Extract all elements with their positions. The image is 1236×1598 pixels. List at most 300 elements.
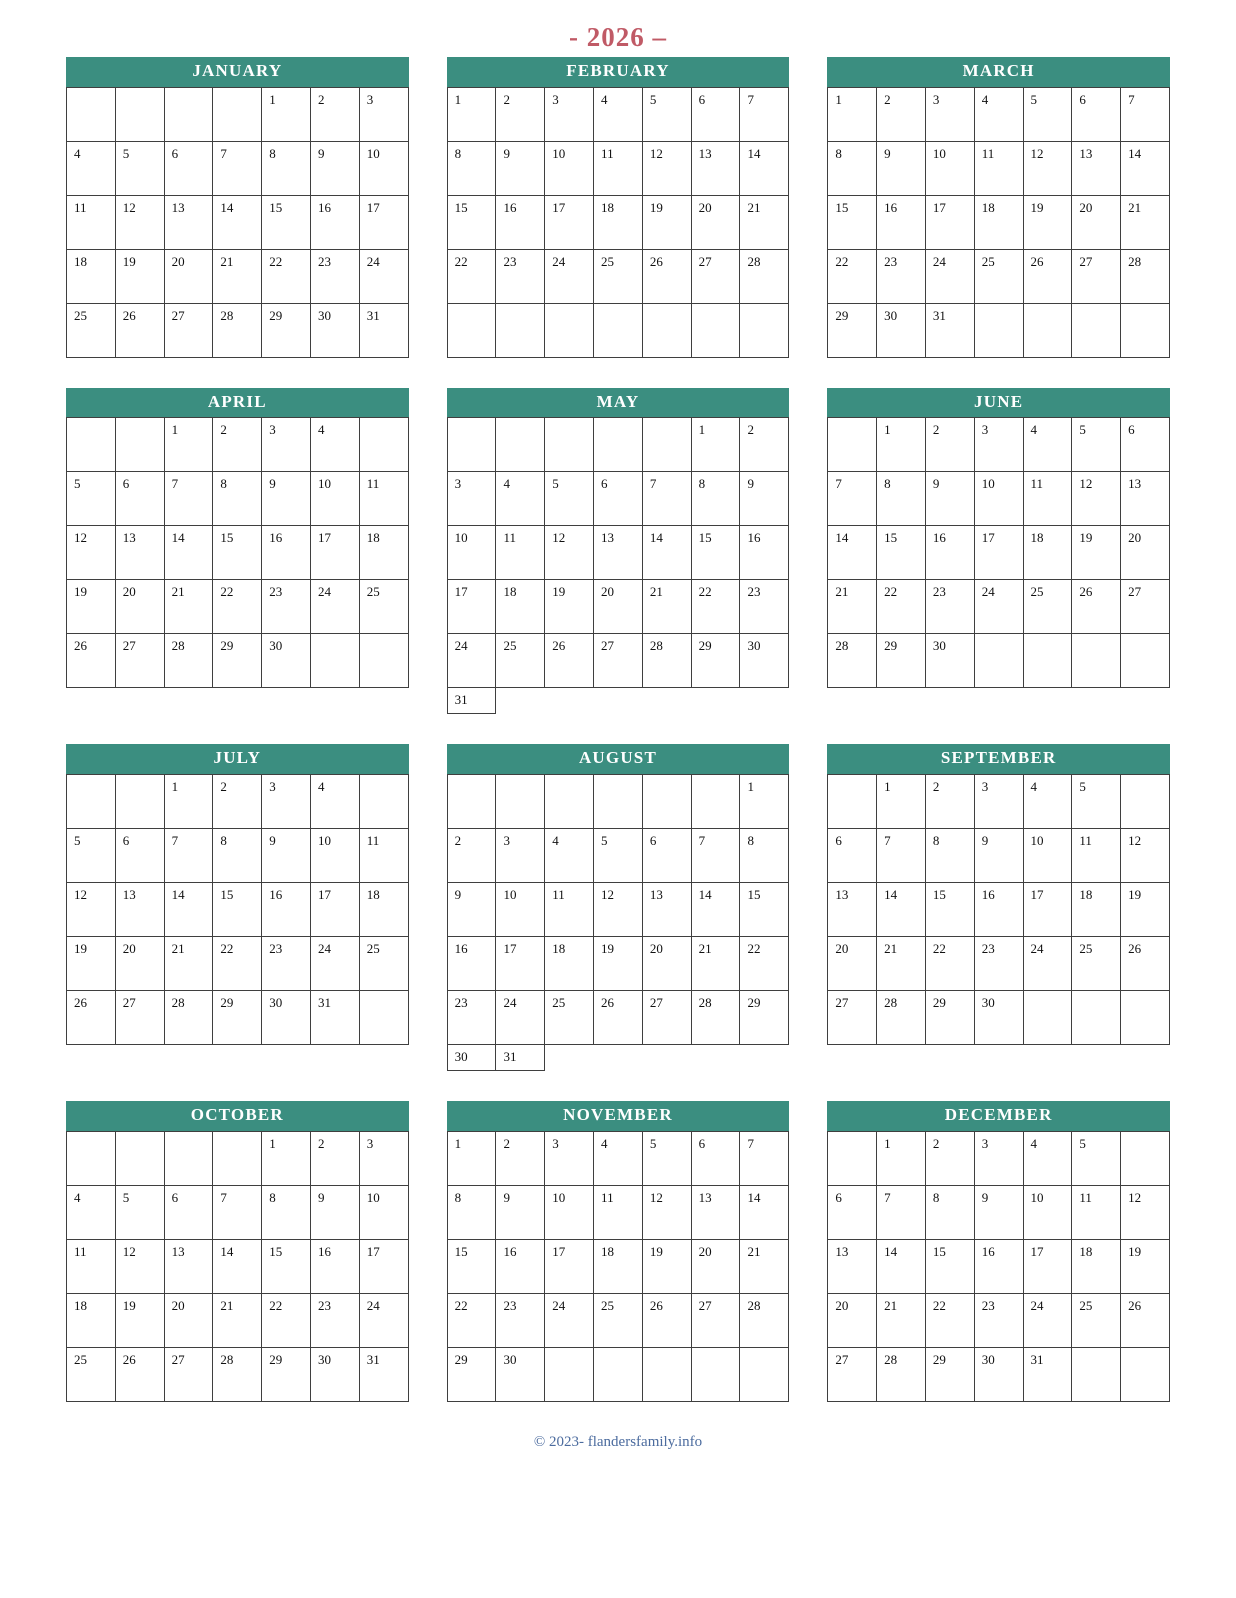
day-cell[interactable]	[359, 418, 408, 472]
day-cell[interactable]: 1	[877, 775, 926, 829]
day-cell[interactable]	[740, 303, 789, 357]
day-cell[interactable]	[115, 1131, 164, 1185]
day-cell[interactable]	[691, 1347, 740, 1401]
day-cell[interactable]: 20	[594, 580, 643, 634]
day-cell[interactable]: 6	[164, 1185, 213, 1239]
day-cell[interactable]	[213, 87, 262, 141]
day-cell[interactable]: 21	[740, 1239, 789, 1293]
day-cell[interactable]: 26	[115, 303, 164, 357]
day-cell[interactable]: 4	[310, 775, 359, 829]
day-cell[interactable]	[1121, 1131, 1170, 1185]
day-cell[interactable]: 25	[1072, 1293, 1121, 1347]
day-cell[interactable]: 7	[740, 87, 789, 141]
day-cell[interactable]: 5	[67, 472, 116, 526]
day-cell[interactable]: 10	[496, 883, 545, 937]
day-cell[interactable]: 12	[1121, 1185, 1170, 1239]
day-cell[interactable]: 25	[359, 580, 408, 634]
day-cell[interactable]	[496, 775, 545, 829]
day-cell[interactable]: 12	[1023, 141, 1072, 195]
day-cell[interactable]	[642, 1347, 691, 1401]
day-cell[interactable]: 11	[359, 472, 408, 526]
day-cell[interactable]: 20	[691, 1239, 740, 1293]
day-cell[interactable]	[496, 303, 545, 357]
day-cell[interactable]: 24	[925, 249, 974, 303]
day-cell[interactable]: 19	[1072, 526, 1121, 580]
day-cell[interactable]: 29	[447, 1347, 496, 1401]
day-cell[interactable]: 10	[310, 829, 359, 883]
day-cell[interactable]: 28	[642, 634, 691, 688]
day-cell[interactable]: 3	[974, 1131, 1023, 1185]
day-cell[interactable]: 27	[164, 1347, 213, 1401]
day-cell[interactable]: 30	[974, 1347, 1023, 1401]
day-cell[interactable]: 29	[262, 303, 311, 357]
day-cell[interactable]: 22	[213, 937, 262, 991]
day-cell[interactable]: 18	[1023, 526, 1072, 580]
day-cell[interactable]: 3	[359, 1131, 408, 1185]
day-cell[interactable]	[67, 775, 116, 829]
day-cell[interactable]: 25	[496, 634, 545, 688]
day-cell[interactable]	[1072, 303, 1121, 357]
day-cell[interactable]: 28	[740, 1293, 789, 1347]
day-cell[interactable]: 20	[1121, 526, 1170, 580]
day-cell[interactable]: 18	[496, 580, 545, 634]
day-cell[interactable]	[1023, 303, 1072, 357]
day-cell[interactable]: 21	[828, 580, 877, 634]
day-cell[interactable]: 18	[974, 195, 1023, 249]
day-cell[interactable]: 12	[642, 141, 691, 195]
day-cell[interactable]: 5	[642, 1131, 691, 1185]
day-cell[interactable]	[642, 775, 691, 829]
day-cell[interactable]: 21	[164, 580, 213, 634]
day-cell[interactable]: 28	[164, 991, 213, 1045]
day-cell[interactable]: 25	[594, 249, 643, 303]
day-cell[interactable]: 3	[262, 775, 311, 829]
day-cell[interactable]: 17	[496, 937, 545, 991]
day-cell[interactable]: 1	[262, 1131, 311, 1185]
day-cell[interactable]: 10	[974, 472, 1023, 526]
day-cell[interactable]: 26	[1121, 937, 1170, 991]
day-cell[interactable]: 13	[164, 1239, 213, 1293]
day-cell[interactable]: 11	[594, 141, 643, 195]
day-cell[interactable]: 1	[447, 1131, 496, 1185]
day-cell[interactable]: 17	[1023, 1239, 1072, 1293]
day-cell[interactable]: 2	[877, 87, 926, 141]
day-cell[interactable]: 6	[828, 829, 877, 883]
day-cell[interactable]: 27	[115, 991, 164, 1045]
day-cell[interactable]: 16	[262, 883, 311, 937]
day-cell[interactable]: 15	[925, 1239, 974, 1293]
day-cell[interactable]: 29	[877, 634, 926, 688]
day-cell[interactable]: 17	[359, 195, 408, 249]
day-cell[interactable]: 3	[447, 472, 496, 526]
day-cell[interactable]	[594, 418, 643, 472]
day-cell[interactable]: 29	[691, 634, 740, 688]
day-cell[interactable]: 11	[974, 141, 1023, 195]
day-cell[interactable]: 16	[496, 1239, 545, 1293]
day-cell[interactable]: 12	[67, 526, 116, 580]
day-cell[interactable]: 24	[1023, 937, 1072, 991]
day-cell[interactable]: 4	[594, 1131, 643, 1185]
day-cell[interactable]: 4	[1023, 418, 1072, 472]
day-cell[interactable]: 23	[310, 249, 359, 303]
day-cell[interactable]	[447, 418, 496, 472]
day-cell[interactable]: 1	[164, 418, 213, 472]
day-cell[interactable]: 20	[1072, 195, 1121, 249]
day-cell[interactable]: 7	[1121, 87, 1170, 141]
day-cell[interactable]: 15	[262, 1239, 311, 1293]
day-cell[interactable]: 26	[594, 991, 643, 1045]
day-cell[interactable]: 10	[545, 141, 594, 195]
day-cell[interactable]: 3	[974, 418, 1023, 472]
day-cell[interactable]: 8	[740, 829, 789, 883]
day-cell[interactable]: 16	[925, 526, 974, 580]
day-cell[interactable]: 6	[115, 472, 164, 526]
day-cell[interactable]: 25	[1072, 937, 1121, 991]
day-cell[interactable]: 1	[262, 87, 311, 141]
day-cell[interactable]: 7	[164, 472, 213, 526]
day-cell[interactable]: 22	[213, 580, 262, 634]
day-cell[interactable]: 24	[545, 249, 594, 303]
day-cell[interactable]: 30	[447, 1045, 496, 1071]
day-cell[interactable]: 21	[642, 580, 691, 634]
day-cell[interactable]: 16	[310, 195, 359, 249]
day-cell[interactable]: 4	[310, 418, 359, 472]
day-cell[interactable]: 16	[974, 1239, 1023, 1293]
day-cell[interactable]	[115, 87, 164, 141]
day-cell[interactable]: 29	[925, 991, 974, 1045]
day-cell[interactable]	[594, 303, 643, 357]
day-cell[interactable]	[496, 418, 545, 472]
day-cell[interactable]: 13	[691, 1185, 740, 1239]
day-cell[interactable]	[740, 1347, 789, 1401]
day-cell[interactable]: 21	[740, 195, 789, 249]
day-cell[interactable]: 11	[545, 883, 594, 937]
day-cell[interactable]: 26	[642, 249, 691, 303]
day-cell[interactable]: 18	[1072, 883, 1121, 937]
day-cell[interactable]: 17	[310, 883, 359, 937]
day-cell[interactable]: 13	[691, 141, 740, 195]
day-cell[interactable]: 3	[496, 829, 545, 883]
day-cell[interactable]: 26	[67, 991, 116, 1045]
day-cell[interactable]: 9	[262, 829, 311, 883]
day-cell[interactable]: 27	[642, 991, 691, 1045]
day-cell[interactable]: 9	[447, 883, 496, 937]
day-cell[interactable]: 28	[877, 1347, 926, 1401]
day-cell[interactable]: 24	[359, 1293, 408, 1347]
day-cell[interactable]: 2	[213, 418, 262, 472]
day-cell[interactable]: 28	[164, 634, 213, 688]
day-cell[interactable]: 18	[67, 1293, 116, 1347]
day-cell[interactable]: 22	[447, 249, 496, 303]
day-cell[interactable]: 25	[974, 249, 1023, 303]
day-cell[interactable]: 6	[115, 829, 164, 883]
day-cell[interactable]: 9	[974, 1185, 1023, 1239]
day-cell[interactable]: 22	[877, 580, 926, 634]
day-cell[interactable]: 24	[310, 580, 359, 634]
day-cell[interactable]: 30	[262, 991, 311, 1045]
day-cell[interactable]: 18	[67, 249, 116, 303]
day-cell[interactable]: 6	[642, 829, 691, 883]
day-cell[interactable]: 28	[740, 249, 789, 303]
day-cell[interactable]: 30	[974, 991, 1023, 1045]
day-cell[interactable]: 25	[1023, 580, 1072, 634]
day-cell[interactable]: 2	[310, 1131, 359, 1185]
day-cell[interactable]: 19	[545, 580, 594, 634]
day-cell[interactable]: 12	[115, 195, 164, 249]
day-cell[interactable]: 12	[67, 883, 116, 937]
day-cell[interactable]: 18	[1072, 1239, 1121, 1293]
day-cell[interactable]: 4	[545, 829, 594, 883]
day-cell[interactable]: 15	[740, 883, 789, 937]
day-cell[interactable]: 28	[213, 303, 262, 357]
day-cell[interactable]: 23	[496, 1293, 545, 1347]
day-cell[interactable]: 27	[594, 634, 643, 688]
day-cell[interactable]: 20	[164, 1293, 213, 1347]
day-cell[interactable]: 9	[310, 1185, 359, 1239]
day-cell[interactable]: 19	[1023, 195, 1072, 249]
day-cell[interactable]: 13	[828, 1239, 877, 1293]
day-cell[interactable]: 16	[740, 526, 789, 580]
day-cell[interactable]: 15	[262, 195, 311, 249]
day-cell[interactable]: 12	[594, 883, 643, 937]
day-cell[interactable]: 2	[925, 1131, 974, 1185]
day-cell[interactable]: 2	[310, 87, 359, 141]
day-cell[interactable]: 12	[642, 1185, 691, 1239]
day-cell[interactable]: 9	[925, 472, 974, 526]
day-cell[interactable]: 5	[545, 472, 594, 526]
day-cell[interactable]: 3	[925, 87, 974, 141]
day-cell[interactable]: 20	[828, 937, 877, 991]
day-cell[interactable]	[164, 1131, 213, 1185]
day-cell[interactable]: 8	[262, 141, 311, 195]
day-cell[interactable]: 5	[1072, 418, 1121, 472]
day-cell[interactable]	[828, 418, 877, 472]
day-cell[interactable]: 22	[262, 249, 311, 303]
day-cell[interactable]	[594, 775, 643, 829]
day-cell[interactable]: 19	[642, 1239, 691, 1293]
day-cell[interactable]: 5	[1072, 1131, 1121, 1185]
day-cell[interactable]: 20	[115, 580, 164, 634]
day-cell[interactable]: 11	[1072, 1185, 1121, 1239]
day-cell[interactable]: 7	[691, 829, 740, 883]
day-cell[interactable]: 28	[828, 634, 877, 688]
day-cell[interactable]: 29	[262, 1347, 311, 1401]
day-cell[interactable]: 3	[262, 418, 311, 472]
day-cell[interactable]: 10	[545, 1185, 594, 1239]
day-cell[interactable]: 20	[828, 1293, 877, 1347]
day-cell[interactable]	[974, 634, 1023, 688]
day-cell[interactable]: 15	[877, 526, 926, 580]
day-cell[interactable]: 6	[594, 472, 643, 526]
day-cell[interactable]: 11	[594, 1185, 643, 1239]
day-cell[interactable]: 14	[740, 1185, 789, 1239]
day-cell[interactable]	[545, 775, 594, 829]
day-cell[interactable]: 22	[828, 249, 877, 303]
day-cell[interactable]: 31	[447, 688, 496, 714]
day-cell[interactable]: 15	[447, 1239, 496, 1293]
day-cell[interactable]: 21	[1121, 195, 1170, 249]
day-cell[interactable]	[642, 303, 691, 357]
day-cell[interactable]: 14	[828, 526, 877, 580]
day-cell[interactable]: 8	[447, 141, 496, 195]
day-cell[interactable]: 5	[642, 87, 691, 141]
day-cell[interactable]: 24	[447, 634, 496, 688]
day-cell[interactable]: 23	[740, 580, 789, 634]
day-cell[interactable]: 9	[496, 141, 545, 195]
day-cell[interactable]: 1	[828, 87, 877, 141]
day-cell[interactable]: 27	[164, 303, 213, 357]
day-cell[interactable]: 29	[213, 634, 262, 688]
day-cell[interactable]	[828, 1131, 877, 1185]
day-cell[interactable]: 1	[877, 1131, 926, 1185]
day-cell[interactable]: 13	[594, 526, 643, 580]
day-cell[interactable]: 7	[213, 141, 262, 195]
day-cell[interactable]: 17	[447, 580, 496, 634]
day-cell[interactable]: 11	[496, 526, 545, 580]
day-cell[interactable]: 2	[496, 1131, 545, 1185]
day-cell[interactable]	[1072, 991, 1121, 1045]
day-cell[interactable]: 14	[213, 195, 262, 249]
day-cell[interactable]: 13	[828, 883, 877, 937]
day-cell[interactable]: 8	[213, 829, 262, 883]
day-cell[interactable]	[1121, 1347, 1170, 1401]
day-cell[interactable]: 6	[691, 87, 740, 141]
day-cell[interactable]: 5	[67, 829, 116, 883]
day-cell[interactable]: 8	[925, 829, 974, 883]
day-cell[interactable]	[67, 1131, 116, 1185]
day-cell[interactable]	[1072, 1347, 1121, 1401]
day-cell[interactable]: 4	[496, 472, 545, 526]
day-cell[interactable]: 17	[310, 526, 359, 580]
day-cell[interactable]: 21	[164, 937, 213, 991]
day-cell[interactable]: 22	[691, 580, 740, 634]
day-cell[interactable]: 26	[1023, 249, 1072, 303]
day-cell[interactable]: 10	[310, 472, 359, 526]
day-cell[interactable]: 23	[447, 991, 496, 1045]
day-cell[interactable]: 4	[1023, 1131, 1072, 1185]
day-cell[interactable]: 8	[877, 472, 926, 526]
day-cell[interactable]: 17	[925, 195, 974, 249]
day-cell[interactable]	[310, 634, 359, 688]
day-cell[interactable]: 23	[974, 937, 1023, 991]
day-cell[interactable]: 23	[262, 580, 311, 634]
day-cell[interactable]: 8	[691, 472, 740, 526]
day-cell[interactable]: 20	[164, 249, 213, 303]
day-cell[interactable]: 17	[545, 1239, 594, 1293]
day-cell[interactable]: 27	[828, 991, 877, 1045]
day-cell[interactable]: 30	[877, 303, 926, 357]
day-cell[interactable]: 1	[877, 418, 926, 472]
day-cell[interactable]: 2	[213, 775, 262, 829]
day-cell[interactable]: 9	[496, 1185, 545, 1239]
day-cell[interactable]: 24	[310, 937, 359, 991]
day-cell[interactable]: 22	[447, 1293, 496, 1347]
day-cell[interactable]: 2	[447, 829, 496, 883]
day-cell[interactable]: 22	[740, 937, 789, 991]
day-cell[interactable]: 8	[213, 472, 262, 526]
day-cell[interactable]	[213, 1131, 262, 1185]
day-cell[interactable]: 1	[447, 87, 496, 141]
day-cell[interactable]: 30	[310, 1347, 359, 1401]
day-cell[interactable]: 25	[545, 991, 594, 1045]
day-cell[interactable]: 17	[1023, 883, 1072, 937]
day-cell[interactable]: 7	[877, 829, 926, 883]
day-cell[interactable]: 18	[359, 526, 408, 580]
day-cell[interactable]: 2	[925, 418, 974, 472]
day-cell[interactable]: 14	[164, 526, 213, 580]
day-cell[interactable]: 17	[974, 526, 1023, 580]
day-cell[interactable]: 3	[545, 1131, 594, 1185]
day-cell[interactable]	[974, 303, 1023, 357]
day-cell[interactable]: 1	[740, 775, 789, 829]
day-cell[interactable]: 30	[262, 634, 311, 688]
day-cell[interactable]: 31	[1023, 1347, 1072, 1401]
day-cell[interactable]: 24	[545, 1293, 594, 1347]
day-cell[interactable]: 18	[594, 195, 643, 249]
day-cell[interactable]: 27	[691, 249, 740, 303]
day-cell[interactable]	[642, 418, 691, 472]
day-cell[interactable]: 29	[740, 991, 789, 1045]
day-cell[interactable]: 27	[828, 1347, 877, 1401]
day-cell[interactable]: 16	[974, 883, 1023, 937]
day-cell[interactable]: 24	[1023, 1293, 1072, 1347]
day-cell[interactable]: 13	[1072, 141, 1121, 195]
day-cell[interactable]: 8	[828, 141, 877, 195]
day-cell[interactable]: 5	[115, 1185, 164, 1239]
day-cell[interactable]: 23	[925, 580, 974, 634]
day-cell[interactable]	[1023, 991, 1072, 1045]
day-cell[interactable]: 29	[213, 991, 262, 1045]
day-cell[interactable]: 19	[1121, 1239, 1170, 1293]
day-cell[interactable]: 15	[828, 195, 877, 249]
day-cell[interactable]	[545, 418, 594, 472]
day-cell[interactable]: 7	[877, 1185, 926, 1239]
day-cell[interactable]: 5	[115, 141, 164, 195]
day-cell[interactable]: 12	[115, 1239, 164, 1293]
day-cell[interactable]: 22	[925, 1293, 974, 1347]
day-cell[interactable]: 17	[359, 1239, 408, 1293]
day-cell[interactable]: 19	[1121, 883, 1170, 937]
day-cell[interactable]: 4	[67, 141, 116, 195]
day-cell[interactable]	[447, 303, 496, 357]
day-cell[interactable]: 7	[164, 829, 213, 883]
day-cell[interactable]: 16	[310, 1239, 359, 1293]
day-cell[interactable]: 14	[877, 1239, 926, 1293]
day-cell[interactable]: 7	[213, 1185, 262, 1239]
day-cell[interactable]: 18	[545, 937, 594, 991]
day-cell[interactable]: 21	[691, 937, 740, 991]
day-cell[interactable]: 16	[877, 195, 926, 249]
day-cell[interactable]: 13	[115, 883, 164, 937]
day-cell[interactable]	[1121, 775, 1170, 829]
day-cell[interactable]: 3	[545, 87, 594, 141]
day-cell[interactable]: 30	[925, 634, 974, 688]
day-cell[interactable]: 21	[877, 1293, 926, 1347]
day-cell[interactable]: 1	[164, 775, 213, 829]
day-cell[interactable]: 20	[115, 937, 164, 991]
day-cell[interactable]: 9	[262, 472, 311, 526]
day-cell[interactable]: 9	[877, 141, 926, 195]
day-cell[interactable]: 26	[1121, 1293, 1170, 1347]
day-cell[interactable]: 18	[594, 1239, 643, 1293]
day-cell[interactable]: 15	[447, 195, 496, 249]
day-cell[interactable]: 15	[213, 526, 262, 580]
day-cell[interactable]: 7	[740, 1131, 789, 1185]
day-cell[interactable]	[164, 87, 213, 141]
day-cell[interactable]: 12	[1072, 472, 1121, 526]
day-cell[interactable]: 1	[691, 418, 740, 472]
day-cell[interactable]: 24	[496, 991, 545, 1045]
